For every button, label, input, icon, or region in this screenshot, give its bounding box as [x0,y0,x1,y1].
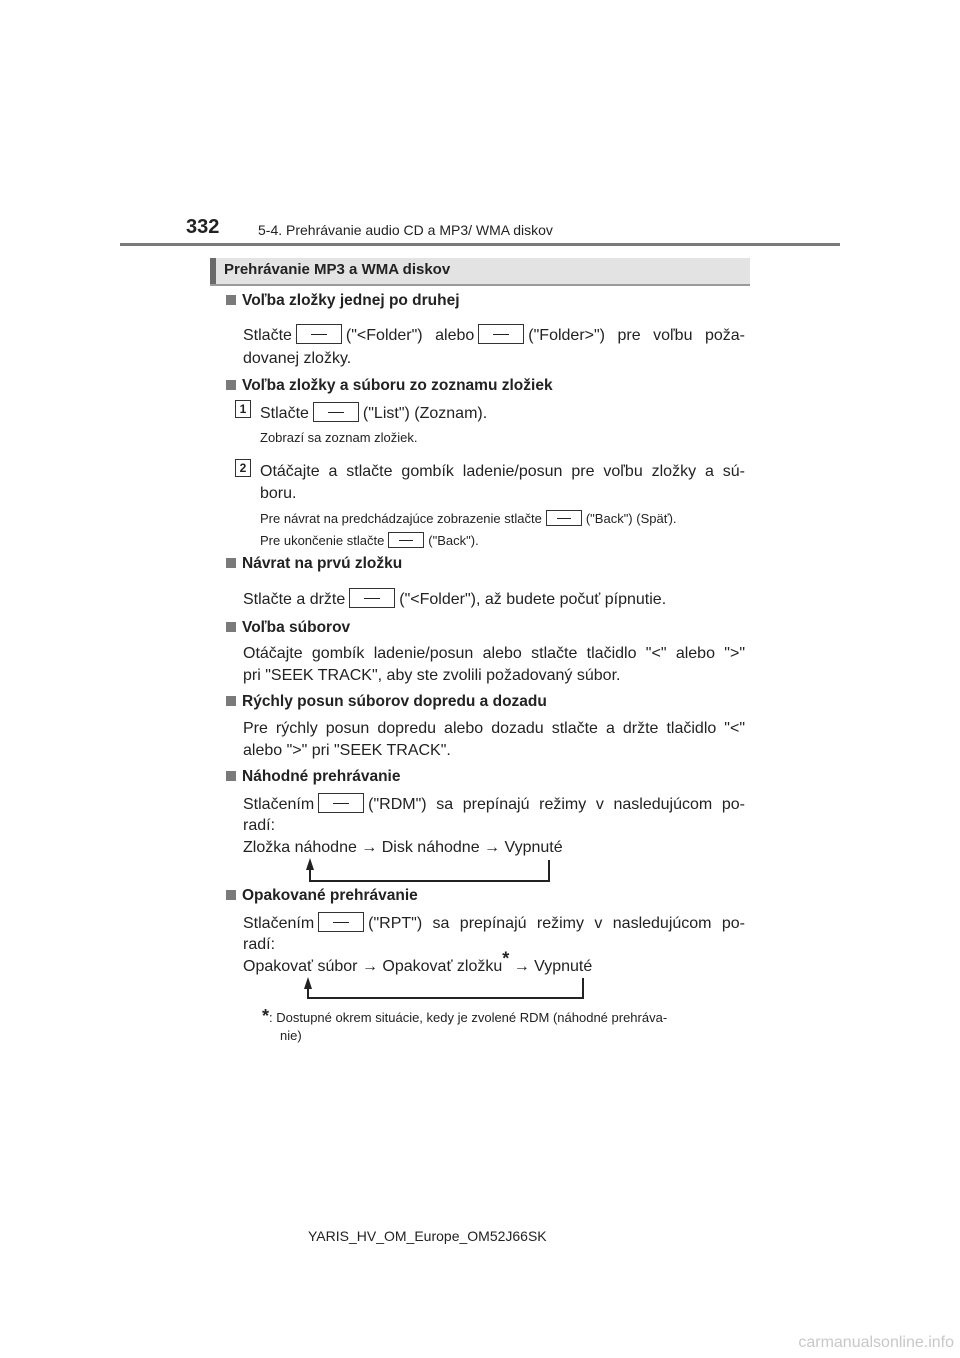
random-heading: Náhodné prehrávanie [226,768,401,786]
fast-seek-heading: Rýchly posun súborov dopredu a dozadu [226,693,547,711]
cycle-line-bottom [309,880,550,882]
button-graphic-icon [388,532,424,548]
repeat-line2: radí: [243,936,276,953]
back-note-2: Pre ukončenie stlačte ("Back"). [260,533,479,548]
square-bullet-icon [226,295,236,305]
square-bullet-icon [226,622,236,632]
section-accent [210,258,216,284]
button-graphic-icon [478,324,524,344]
button-graphic-icon [349,588,395,608]
folder-select-heading: Voľba zložky jednej po druhej [226,292,460,310]
square-bullet-icon [226,696,236,706]
file-select-heading: Voľba súborov [226,619,350,637]
button-graphic-icon [546,510,582,526]
section-title-bar [210,258,750,286]
step1-text: Stlačte ("List") (Zoznam). [260,402,487,425]
cycle-line-bottom [307,997,584,999]
folder-select-line2: dovanej zložky. [243,350,352,367]
chapter-title: 5-4. Prehrávanie audio CD a MP3/ WMA diskov [258,222,553,238]
button-graphic-icon [296,324,342,344]
return-first-heading: Návrat na prvú zložku [226,555,402,573]
repeat-line1: Stlačením ("RPT") sa prepínajú režimy v nasledujúcom po- [243,912,745,935]
watermark: carmanualsonline.info [798,1334,954,1351]
random-cycle-text: Zložka náhodne → Disk náhodne → Vypnuté [243,839,563,856]
step-number-1: 1 [235,400,251,418]
fast-seek-line1: Pre rýchly posun dopredu alebo dozadu stlačte a držte tlačidlo "<" [243,720,745,737]
folder-select-line1: Stlačte ("<Folder") alebo ("Folder>") pre voľbu poža- [243,324,745,347]
back-note-1: Pre návrat na predchádzajúce zobrazenie stlačte ("Back") (Späť). [260,511,677,526]
fast-seek-line2: alebo ">" pri "SEEK TRACK". [243,742,451,759]
step-number-2: 2 [235,459,251,477]
button-graphic-icon [313,402,359,422]
square-bullet-icon [226,890,236,900]
header-divider [120,243,840,246]
random-line2: radí: [243,817,276,834]
footnote: *: Dostupné okrem situácie, kedy je zvolené RDM (náhodné prehráva- [262,1006,668,1026]
square-bullet-icon [226,558,236,568]
document-id: YARIS_HV_OM_Europe_OM52J66SK [308,1228,547,1244]
step1-note: Zobrazí sa zoznam zložiek. [260,430,418,445]
button-graphic-icon [318,793,364,813]
step2-line1: Otáčajte a stlačte gombík ladenie/posun pre voľbu zložky a sú- [260,463,745,480]
repeat-heading: Opakované prehrávanie [226,887,418,905]
page-number: 332 [186,216,220,238]
file-select-line2: pri "SEEK TRACK", aby ste zvolili požadovaný súbor. [243,667,621,684]
button-graphic-icon [318,912,364,932]
footnote-line2: nie) [280,1028,302,1043]
cycle-line-right [548,860,550,882]
file-select-line1: Otáčajte gombík ladenie/posun alebo stlačte tlačidlo "<" alebo ">" [243,645,745,662]
step2-line2: boru. [260,485,297,502]
asterisk-mark: * [502,948,510,969]
return-first-text: Stlačte a držte ("<Folder"), až budete počuť pípnutie. [243,588,666,611]
square-bullet-icon [226,771,236,781]
square-bullet-icon [226,380,236,390]
folder-list-heading: Voľba zložky a súboru zo zoznamu zložiek [226,377,553,395]
cycle-line-right [582,978,584,999]
repeat-cycle-text: Opakovať súbor → Opakovať zložku* → Vypnuté [243,948,593,975]
footnote-asterisk: * [262,1006,270,1026]
random-line1: Stlačením ("RDM") sa prepínajú režimy v nasledujúcom po- [243,793,745,816]
section-title: Prehrávanie MP3 a WMA diskov [224,261,451,278]
